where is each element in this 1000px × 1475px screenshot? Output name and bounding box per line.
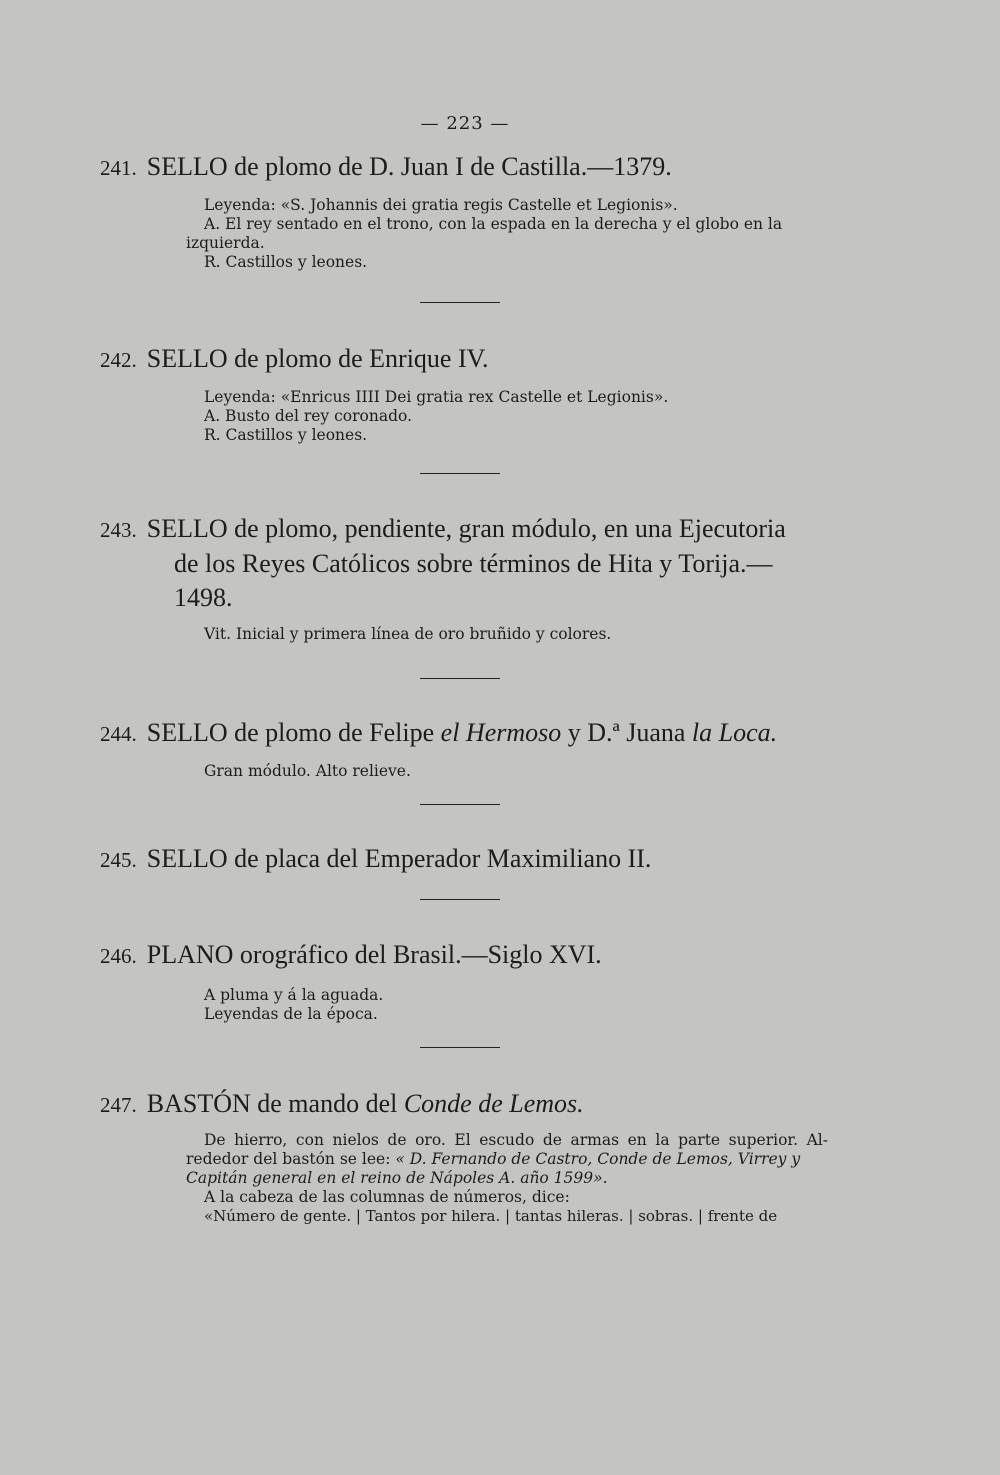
separator-rule <box>420 678 500 679</box>
entry-heading: PLANO orográfico del Brasil.—Siglo XVI. <box>146 940 602 969</box>
entry-242-title <box>100 342 840 377</box>
entry-number: 246. <box>100 944 137 968</box>
entry-247-title <box>100 1087 840 1122</box>
separator-rule <box>420 473 500 474</box>
entry-heading: SELLO de plomo de Felipe <box>146 718 441 747</box>
entry-number: 243. <box>100 518 137 542</box>
entry-number: 245. <box>100 848 137 872</box>
description-line: Leyenda: «S. Johannis dei gratia regis Castelle et Legionis». <box>204 196 678 214</box>
page-number: — 223 — <box>420 113 510 134</box>
entry-243-description <box>204 625 854 644</box>
entry-heading-continued: 1498. <box>174 583 233 612</box>
description-line: Leyenda: «Enricus IIII Dei gratia rex Castelle et Legionis». <box>204 388 669 406</box>
separator-rule <box>420 899 500 900</box>
entry-heading-italic: el Hermoso <box>440 718 562 747</box>
description-text: rededor del bastón se lee: <box>186 1150 396 1168</box>
description-line: De hierro, con nielos de oro. El escudo de armas en la parte superior. Al- <box>204 1131 828 1149</box>
entry-244-description <box>204 762 854 781</box>
description-line: A pluma y á la aguada. <box>204 986 384 1004</box>
description-line: A. Busto del rey coronado. <box>204 407 412 425</box>
description-line: Leyendas de la época. <box>204 1005 378 1023</box>
separator-rule <box>420 804 500 805</box>
entry-244-title <box>100 716 840 751</box>
entry-number: 241. <box>100 156 137 180</box>
entry-heading: SELLO de placa del Emperador Maximiliano II. <box>146 844 652 873</box>
entry-247-description <box>186 1131 828 1226</box>
description-line: R. Castillos y leones. <box>204 426 368 444</box>
entry-heading: y D.ª Juana <box>561 718 692 747</box>
description-italic: « D. Fernando de Castro, Conde de Lemos, Virrey y <box>395 1150 801 1168</box>
entry-heading-continued: de los Reyes Católicos sobre términos de Hita y Torija.— <box>174 549 773 578</box>
entry-heading: SELLO de plomo de D. Juan I de Castilla.—1379. <box>146 152 672 181</box>
description-line <box>186 1169 828 1188</box>
description-line: Vit. Inicial y primera línea de oro bruñido y colores. <box>204 625 612 643</box>
description-line: A la cabeza de las columnas de números, dice: <box>204 1188 570 1206</box>
entry-heading: BASTÓN de mando del <box>146 1089 404 1118</box>
entry-heading: SELLO de plomo, pendiente, gran módulo, en una Ejecutoria <box>146 514 786 543</box>
entry-245-title <box>100 842 840 877</box>
description-line: izquierda. <box>186 234 265 252</box>
description-line: Gran módulo. Alto relieve. <box>204 762 411 780</box>
entry-242-description <box>204 388 854 445</box>
description-line: «Número de gente. | Tantos por hilera. | tantas hileras. | sobras. | frente de <box>204 1207 778 1225</box>
separator-rule <box>420 1047 500 1048</box>
entry-243-title <box>100 512 840 615</box>
description-line <box>186 1150 828 1169</box>
entry-241-description <box>186 196 834 272</box>
entry-heading-italic: Conde de Lemos. <box>403 1089 584 1118</box>
description-italic: Capitán general en el reino de Nápoles A. año 1599». <box>186 1169 608 1187</box>
entry-241-title <box>100 150 840 185</box>
entry-heading: SELLO de plomo de Enrique IV. <box>146 344 489 373</box>
entry-number: 242. <box>100 348 137 372</box>
description-line: A. El rey sentado en el trono, con la espada en la derecha y el globo en la <box>204 215 783 233</box>
entry-246-description <box>204 986 854 1024</box>
entry-number: 244. <box>100 722 137 746</box>
separator-rule <box>420 302 500 303</box>
entry-heading-italic: la Loca. <box>691 718 778 747</box>
description-line: R. Castillos y leones. <box>204 253 368 271</box>
entry-number: 247. <box>100 1093 137 1117</box>
entry-246-title <box>100 938 840 973</box>
